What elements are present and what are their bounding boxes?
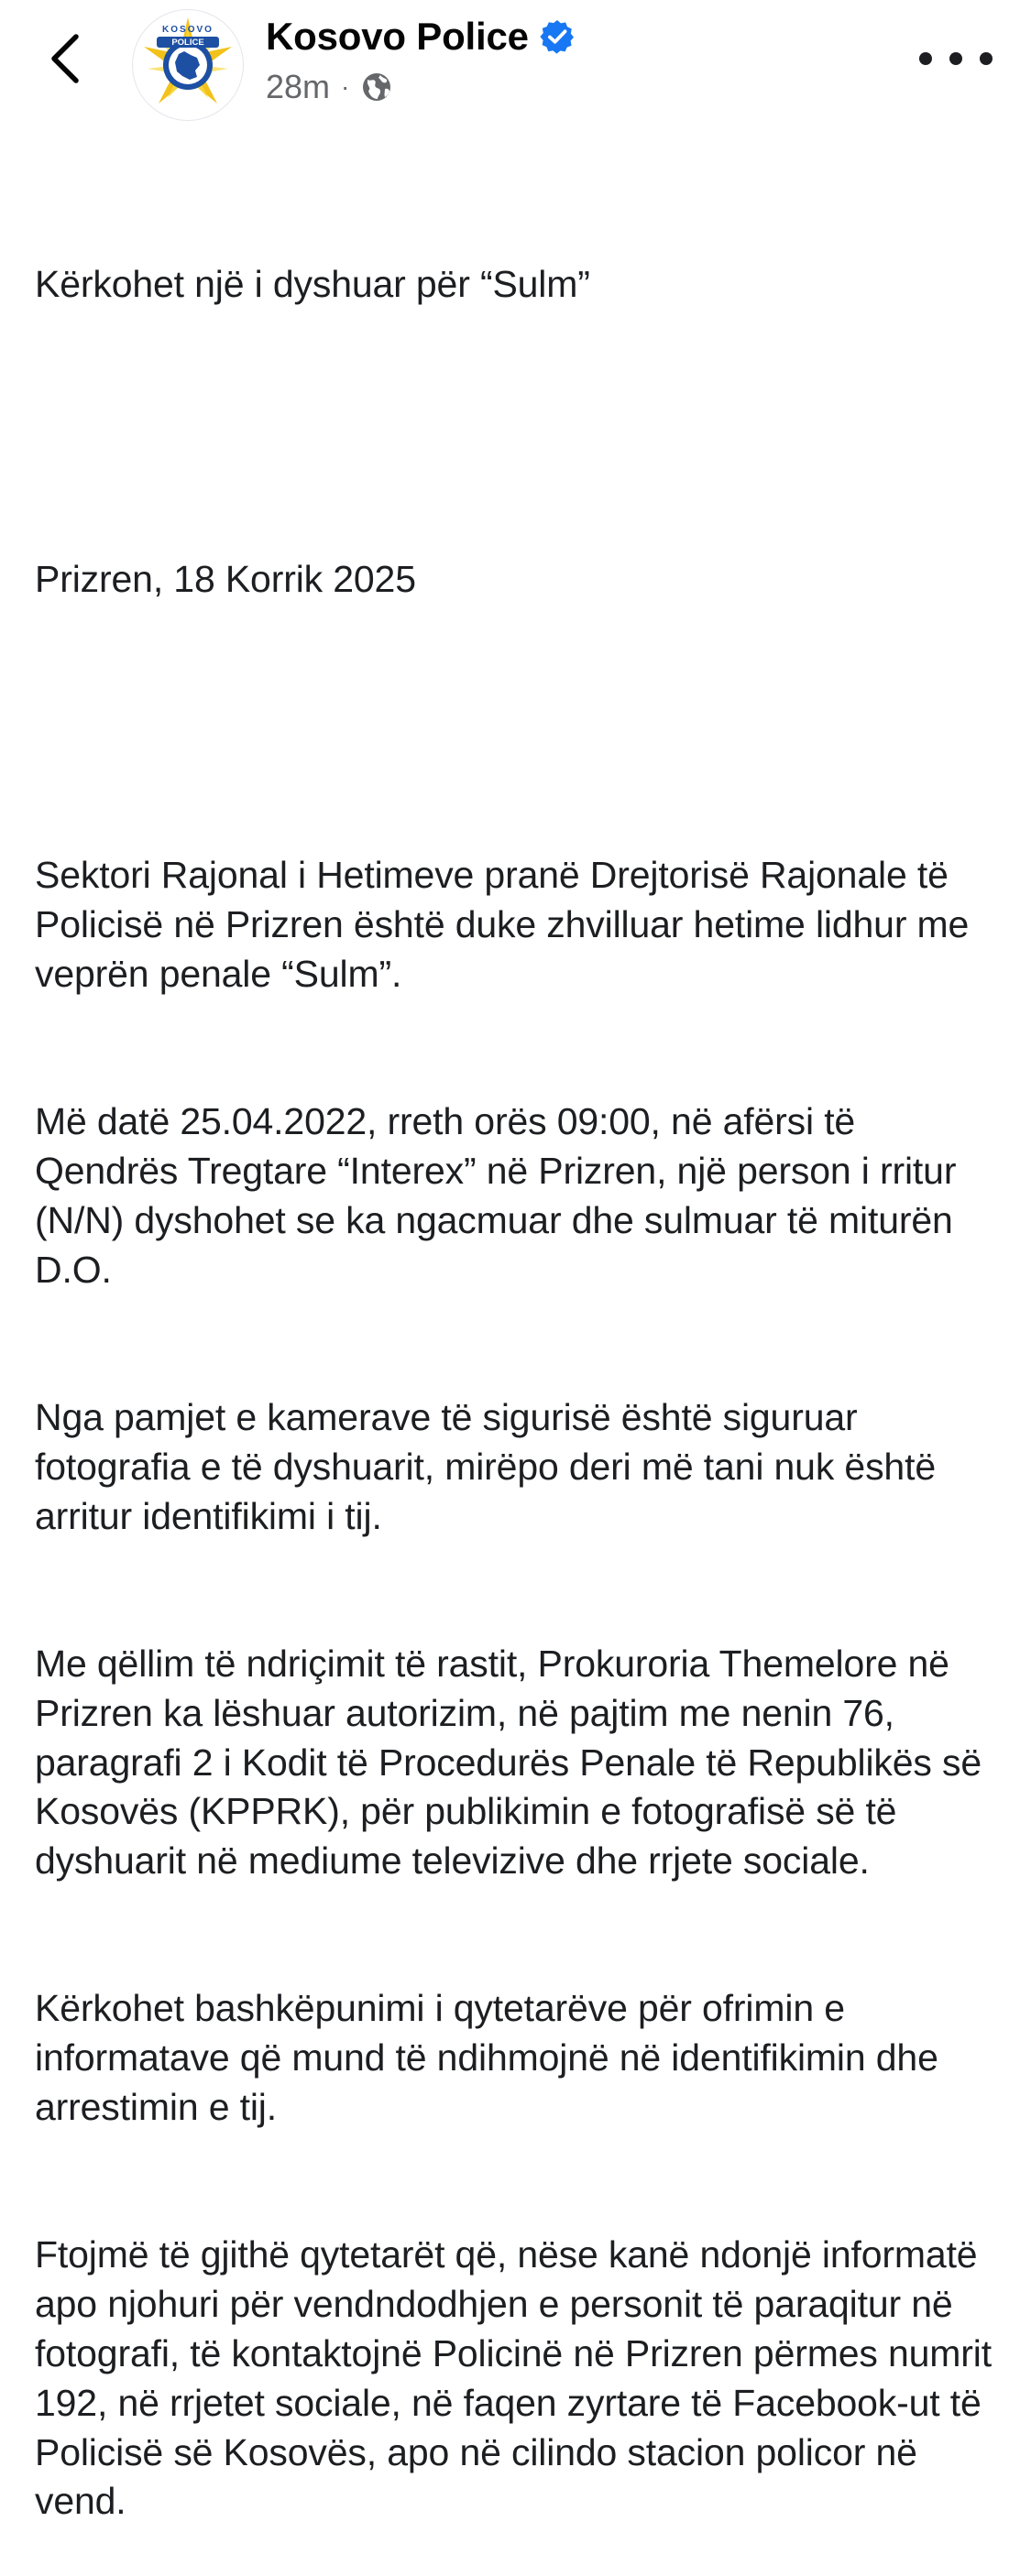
globe-icon [360, 71, 393, 104]
avatar[interactable] [132, 9, 244, 121]
meta-separator: · [341, 72, 350, 101]
more-horizontal-icon [919, 52, 932, 65]
page-name[interactable]: Kosovo Police [266, 15, 529, 58]
post-paragraph: Më datë 25.04.2022, rreth orës 09:00, në afërsi të Qendrës Tregtare “Interex” në Prizren, një person i rritur (N/N) dyshohet se ka ngacmuar dhe sulmuar të miturën D.O. [35, 1100, 967, 1291]
chevron-left-icon [49, 33, 80, 84]
post-timestamp[interactable]: 28m [266, 68, 331, 105]
post-paragraph: Nga pamjet e kamerave të sigurisë është siguruar fotografia e të dyshuarit, mirëpo deri më tani nuk është arritur identifikimi i tij. [35, 1395, 947, 1537]
post-paragraph: Ftojmë të gjithë qytetarët që, nëse kanë ndonjë informatë apo njohuri për vendndodhjen e personit të paraqitur në fotografi, të kontaktojnë Policinë në Prizren përmes numrit 192, në rrjetet sociale, në faqen zyrtare të Facebook-ut të Policisë së Kosovës, apo në cilindo stacion policor në vend. [35, 2233, 1003, 2523]
page-name-row [266, 11, 575, 62]
post-paragraph: Me qëllim të ndriçimit të rastit, Prokuroria Themelore në Prizren ka lëshuar autorizim, në pajtim me nenin 76, paragrafi 2 i Kodit të Procedurës Penale të Republikës së Kosovës (KPPRK), për publikimin e fotografisë së të dyshuarit në mediume televizive dhe rrjete sociale. [35, 1642, 993, 1883]
avatar-top-text: KOSOVO [162, 25, 214, 35]
back-button[interactable] [35, 24, 93, 93]
post-meta [266, 66, 393, 108]
post-date: Prizren, 18 Korrik 2025 [35, 558, 416, 601]
more-horizontal-icon [980, 52, 993, 65]
post-paragraph: Sektori Rajonal i Hetimeve pranë Drejtorisë Rajonale të Policisë në Prizren është duke zhvilluar hetime lidhur me veprën penale “Sulm”. [35, 854, 980, 995]
verified-badge-icon [540, 19, 575, 54]
spacer [35, 408, 1006, 457]
post-title: Kërkohet një i dyshuar për “Sulm” [35, 262, 590, 305]
post-header [0, 0, 1031, 128]
post-body [35, 161, 1006, 2576]
more-horizontal-icon [949, 52, 962, 65]
more-options-button[interactable] [919, 37, 993, 81]
kosovo-police-logo [133, 10, 243, 120]
avatar-band-text: POLICE [171, 38, 204, 48]
post-paragraph: Kërkohet bashkëpunimi i qytetarëve për ofrimin e informatave që mund të ndihmojnë në identifikimin dhe arrestimin e tij. [35, 1987, 949, 2129]
spacer [35, 704, 1006, 753]
